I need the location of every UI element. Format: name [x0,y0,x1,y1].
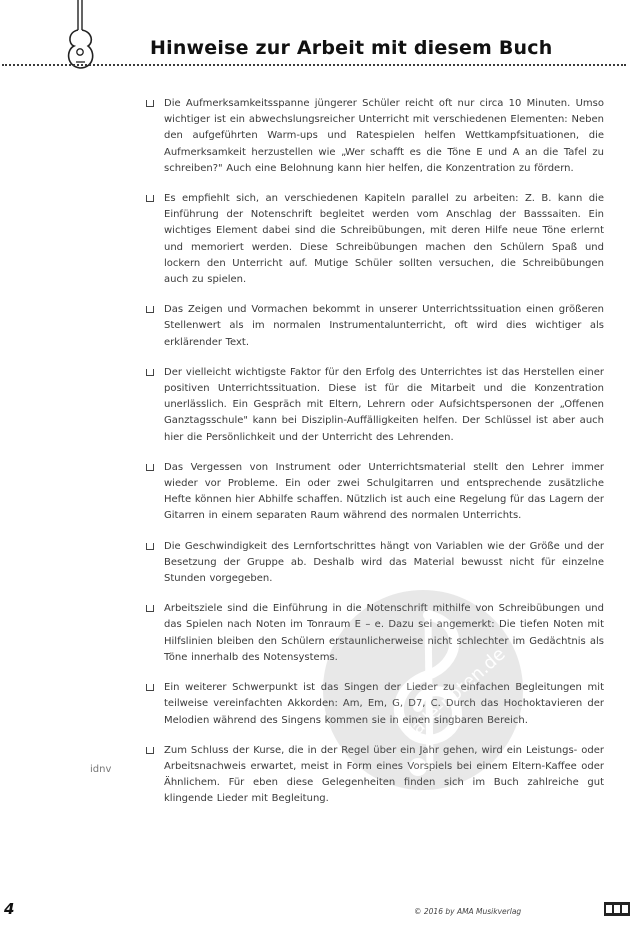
list-item [146,460,604,525]
list-item [146,601,604,666]
list-item-text: Die Geschwindigkeit des Lernfortschrittes hängt von Variablen wie der Größe und der Besetzung der Gruppe ab. Deshalb wird das Material bewusst nicht für einzelne Stunden vorgegeben. [164,540,604,585]
side-note: idnv [90,764,112,775]
list-item-text: Es empfiehlt sich, an verschiedenen Kapiteln parallel zu arbeiten: Z. B. kann die Einführung der Notenschrift begleitet werden vom Anschlag der Basssaiten. Ein wichtiges Element dabei sind die Schreibübungen, mit deren Hilfe neue Töne erlernt und memoriert werden. Diese Schreibübungen machen den Schülern Spaß und lockern den Unterricht auf. Mutige Schüler sollten versuchen, die Schreibübungen auch zu spielen. [164,193,604,286]
list-item-text: Ein weiterer Schwerpunkt ist das Singen der Lieder zu einfachen Begleitungen mit teilweise vereinfachten Akkorden: Am, Em, G, D7, C. Durch das Hochoktavieren der Melodien während des Singens kommen sie in einen singbaren Bereich. [164,682,604,726]
list-item-text: Arbeitsziele sind die Einführung in die Notenschrift mithilfe von Schreibübungen und das Spielen nach Noten im Tonraum E – e. Dazu sei angemerkt: Die tiefen Noten mit Hilfslinien bleiben den Schülern erstaunlicherweise nicht schlechter im Gedächtnis als Töne innerhalb des Notensystems. [164,603,604,663]
header-divider [2,64,626,66]
list-item [146,743,604,808]
copyright-text: © 2016 by AMA Musikverlag [414,907,522,916]
list-item-text: Die Aufmerksamkeitsspanne jüngerer Schüler reicht oft nur circa 10 Minuten. Umso wichtiger ist ein abwechslungsreicher Unterricht mit verschiedenen Elementen: Neben den aufgeführten Warm-ups und Ratespielen helfen Wettkampfsituationen, die Aufmerksamkeit herzustellen wie „Wer schafft es die Töne E und A an die Tafel zu schreiben?" Auch eine Belohnung kann hier helfen, die Konzentration zu fördern. [164,98,604,174]
list-item [146,539,604,588]
ama-logo-icon [604,902,630,916]
bullet-icon [146,306,154,313]
list-item-text: Das Zeigen und Vormachen bekommt in unserer Unterrichtssituation einen größeren Stellenwert als im normalen Instrumentalunterricht, oft wird dies wichtiger als erklärender Text. [164,304,604,348]
list-item [146,365,604,446]
bullet-icon [146,543,154,550]
list-item [146,191,604,288]
list-item-text: Zum Schluss der Kurse, die in der Regel über ein Jahr gehen, wird ein Leistungs- oder Arbeitsnachweis erwartet, meist in Form eines Vorspiels bei einem Eltern-Kaffee oder Ähnlichem. Für eben diese Gelegenheiten finden sich im Buch zahlreiche gut klingende Lieder mit Begleitung. [164,744,604,805]
note-list [146,96,604,822]
page-number: 4 [4,900,15,918]
bullet-icon [146,369,154,376]
list-item [146,680,604,729]
bullet-icon [146,747,154,754]
list-item-text: Der vielleicht wichtigste Faktor für den Erfolg des Unterrichtes ist das Herstellen einer positiven Unterrichtssituation. Diese ist für die Mitarbeit und die Konzentration unerlässlich. Ein Gespräch mit Eltern, Lehrern oder Aufsichtspersonen der „Offenen Ganztagsschule" kann bei Disziplin-Auffälligkeiten helfen. Der Schlüssel ist aber auch hier die Persönlichkeit und der Unterricht des Lehrenden. [164,366,604,443]
bullet-icon [146,605,154,612]
bullet-icon [146,100,154,107]
list-item [146,96,604,177]
bullet-icon [146,195,154,202]
watermark-text: alle-noten.de [407,643,510,739]
list-item [146,302,604,351]
bullet-icon [146,684,154,691]
list-item-text: Das Vergessen von Instrument oder Unterrichtsmaterial stellt den Lehrer immer wieder vor Probleme. Ein oder zwei Schulgitarren und entsprechende zusätzliche Hefte können hier Abhilfe schaffen. Nützlich ist auch eine Regelung für das Lagern der Gitarren in einem separaten Raum während des normalen Unterrichts. [164,461,604,522]
guitar-icon [64,0,104,72]
bullet-icon [146,464,154,471]
page-title: Hinweise zur Arbeit mit diesem Buch [150,37,553,59]
